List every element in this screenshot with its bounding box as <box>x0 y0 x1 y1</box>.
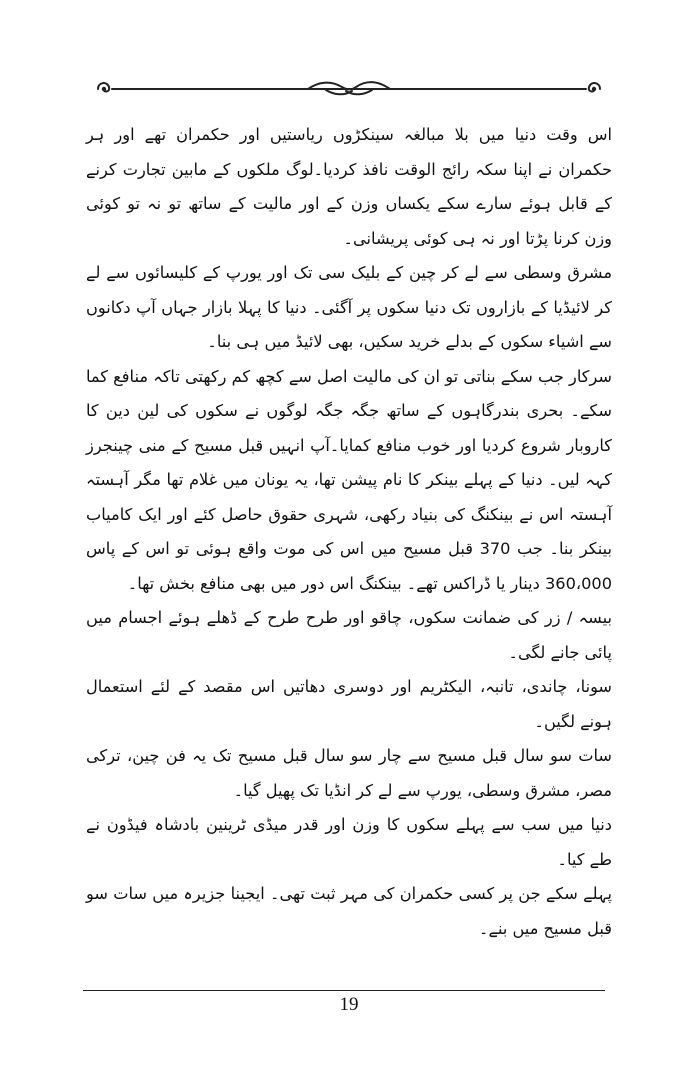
page-body <box>86 118 612 938</box>
page-number: 19 <box>339 994 359 1015</box>
header-ornament <box>86 74 612 104</box>
paragraph: اس وقت دنیا میں بلا مبالغہ سینکڑوں ریاستیں اور حکمران تھے اور ہر حکمران نے اپنا سکہ رائج الوقت نافذ کردیا۔لوگ ملکوں کے مابین تجارت کرنے کے قابل ہوئے سارے سکے یکساں وزن کے اور مالیت کے ساتھ تو نہ تو کوئی وزن کرنا پڑتا اور نہ ہی کوئی پریشانی۔ <box>86 125 612 248</box>
paragraph: پہلے سکے جن پر کسی حکمران کی مہر ثبت تھی۔ ایجینا جزیرہ میں سات سو قبل مسیح میں بنے۔ <box>86 884 612 938</box>
paragraph: سونا، چاندی، تانبہ، الیکٹریم اور دوسری دھاتیں اس مقصد کے لئے استعمال ہونے لگیں۔ <box>86 677 612 731</box>
paragraph: سات سو سال قبل مسیح سے چار سو سال قبل مسیح تک یہ فن چین، ترکی مصر، مشرق وسطی، یورپ سے لے کر انڈیا تک پھیل گیا۔ <box>86 746 612 800</box>
footer-rule <box>83 990 605 991</box>
paragraph: دنیا میں سب سے پہلے سکوں کا وزن اور قدر میڈی ٹرینین بادشاہ فیڈون نے طے کیا۔ <box>86 815 612 869</box>
paragraph: سرکار جب سکے بناتی تو ان کی مالیت اصل سے کچھ کم رکھتی تاکہ منافع کما سکے۔ بحری بندرگاہوں کے ساتھ جگہ جگہ لوگوں نے سکوں کی لین دین کا کاروبار شروع کردیا اور خوب منافع کمایا۔آپ انہیں قبل مسیح کے منی چینجرز کہہ لیں۔ دنیا کے پہلے بینکر کا نام پیشن تھا، یہ یونان میں غلام تھا مگر آہستہ آہستہ اس نے بینکنگ کی بنیاد رکھی، شہری حقوق حاصل کئے اور ایک کامیاب بینکر بنا۔ جب 370 قبل مسیح میں اس کی موت واقع ہوئی تو اس کے پاس 360،000 دینار یا ڈراکس تھے۔ بینکنگ اس دور میں بھی منافع بخش تھا۔ <box>86 366 612 593</box>
paragraph: بیسہ / زر کی ضمانت سکوں، چاقو اور طرح طرح کے ڈھلے ہوئے اجسام میں پائی جانے لگی۔ <box>86 608 612 662</box>
paragraph: مشرق وسطی سے لے کر چین کے بلیک سی تک اور یورپ کے کلیسائوں سے لے کر لائیڈیا کے بازاروں تک دنیا سکوں پر آگئی۔ دنیا کا پہلا بازار جہاں آپ دکانوں سے اشیاء سکوں کے بدلے خرید سکیں، بھی لائیڈ میں ہی بنا۔ <box>86 263 612 351</box>
